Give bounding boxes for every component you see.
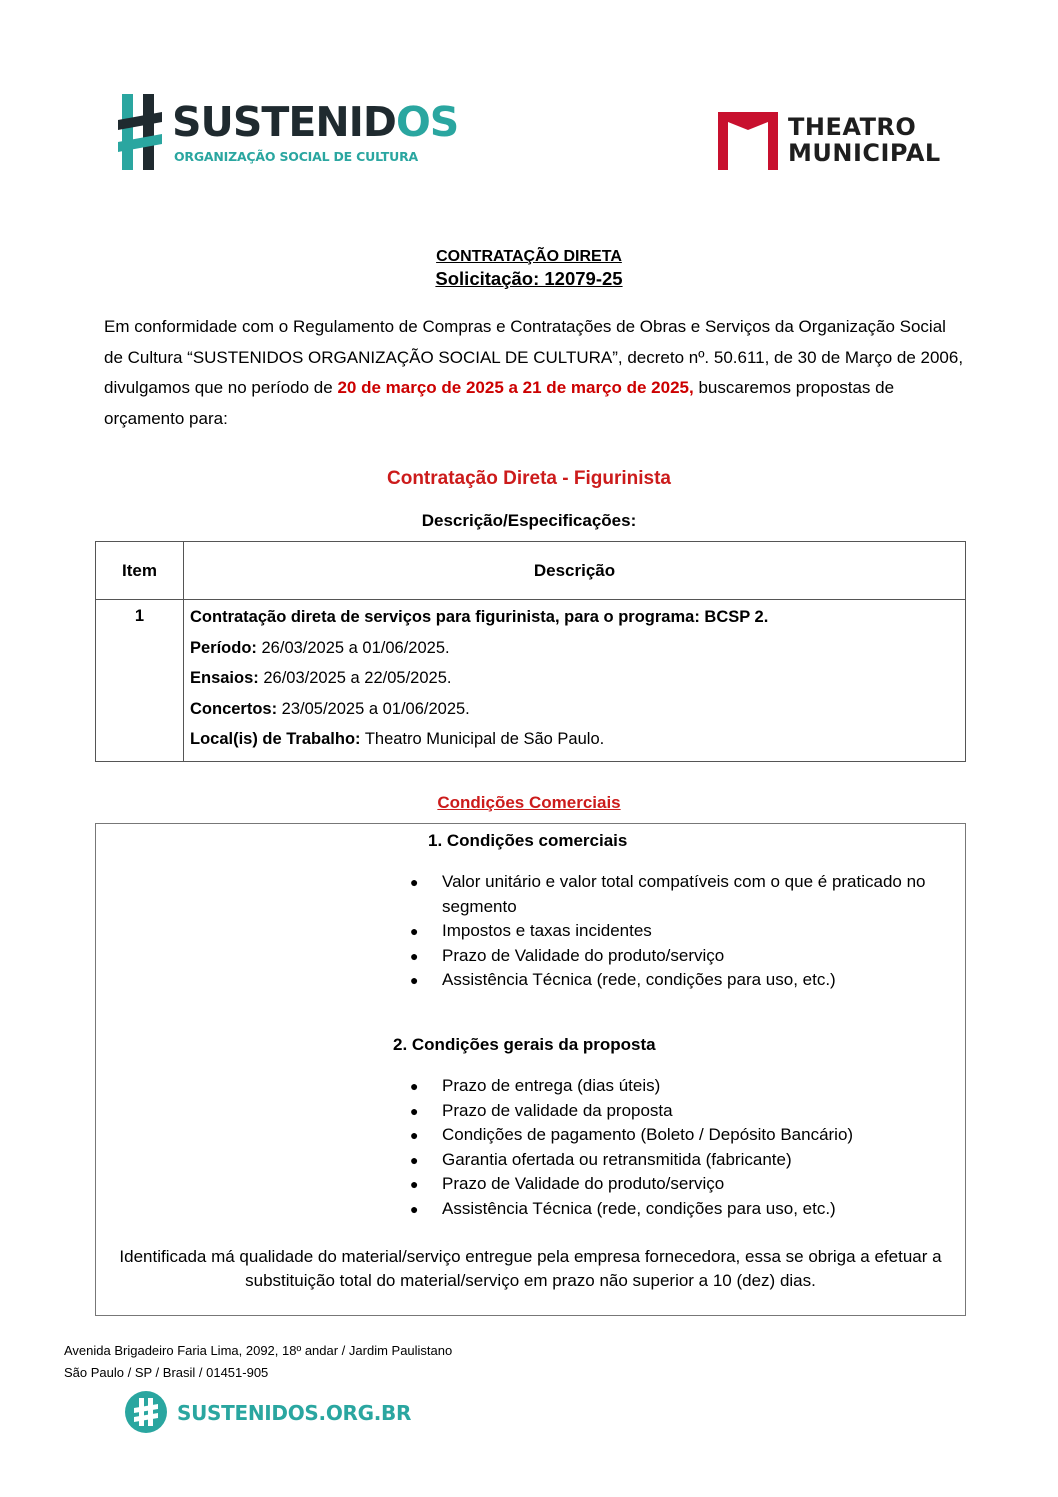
conditions-box bbox=[95, 823, 966, 1316]
bullet-icon: ● bbox=[410, 947, 419, 964]
list-item: ● Prazo de entrega (dias úteis) bbox=[408, 1074, 958, 1099]
sustenidos-logo bbox=[118, 94, 459, 172]
list-item: ● Prazo de Validade do produto/serviço bbox=[408, 944, 958, 969]
conditions-group1-heading: 1. Condições comerciais bbox=[428, 831, 628, 850]
row-field-periodo: Período: 26/03/2025 a 01/06/2025. bbox=[190, 638, 450, 657]
intro-text-after: buscaremos propostas de orçamento para: bbox=[104, 378, 895, 428]
theatro-logo-line2: MUNICIPAL bbox=[788, 139, 941, 167]
theatro-municipal-logo bbox=[716, 108, 956, 174]
list-item: ● Condições de pagamento (Boleto / Depósito Bancário) bbox=[408, 1123, 958, 1148]
row-item-number: 1 bbox=[96, 600, 184, 762]
conditions-group1-list bbox=[408, 870, 958, 993]
section-title: Contratação Direta - Figurinista bbox=[387, 468, 671, 489]
footer-logo bbox=[125, 1391, 412, 1437]
list-item: ● Prazo de Validade do produto/serviço bbox=[408, 1172, 958, 1197]
website-link[interactable]: SUSTENIDOS.ORG.BR bbox=[177, 1401, 412, 1425]
header-description: Descrição bbox=[184, 542, 966, 600]
sustenidos-hash-icon bbox=[118, 94, 162, 170]
row-main-description: Contratação direta de serviços para figurinista, para o programa: BCSP 2. bbox=[190, 608, 769, 626]
bullet-icon: ● bbox=[410, 1176, 419, 1192]
footer-address-line2: São Paulo / SP / Brasil / 01451-905 bbox=[64, 1365, 269, 1380]
specification-table bbox=[95, 541, 966, 762]
footer-address-line1: Avenida Brigadeiro Faria Lima, 2092, 18º andar / Jardim Paulistano bbox=[64, 1343, 453, 1358]
theatro-arch-icon bbox=[716, 108, 780, 172]
list-item: ● Impostos e taxas incidentes bbox=[408, 919, 958, 944]
bullet-icon: ● bbox=[410, 972, 419, 988]
list-item: ● Assistência Técnica (rede, condições para uso, etc.) bbox=[408, 968, 958, 993]
list-item: ● Prazo de validade da proposta bbox=[408, 1099, 958, 1124]
header-item: Item bbox=[96, 542, 184, 600]
bullet-icon: ● bbox=[410, 1151, 419, 1168]
conditions-group2-heading: 2. Condições gerais da proposta bbox=[393, 1035, 656, 1054]
table-header-row bbox=[96, 542, 966, 600]
bullet-icon: ● bbox=[410, 1127, 419, 1143]
bullet-icon: ● bbox=[410, 874, 419, 890]
list-item: ● Garantia ofertada ou retransmitida (fabricante) bbox=[408, 1148, 958, 1173]
bullet-icon: ● bbox=[410, 1102, 419, 1119]
bullet-icon: ● bbox=[410, 923, 419, 939]
intro-text-before: Em conformidade com o Regulamento de Compras e Contratações de Obras e Serviços da Organização Social de Cultura “SUSTENIDOS ORGANIZAÇÃO SOCIAL DE CULTURA”, decreto nº. 50.611, de 30 de Março de 2006, divulgamos que no período de bbox=[104, 317, 964, 397]
table-row bbox=[96, 600, 966, 762]
sustenidos-logo-text-os: OS bbox=[395, 98, 459, 146]
sustenidos-logo-subtitle: ORGANIZAÇÃO SOCIAL DE CULTURA bbox=[174, 149, 418, 164]
sustenidos-logo-text: SUSTENID bbox=[172, 98, 396, 146]
solicitation-number: Solicitação: 12079-25 bbox=[435, 268, 623, 289]
list-item: ● Assistência Técnica (rede, condições para uso, etc.) bbox=[408, 1197, 958, 1222]
document-title: CONTRATAÇÃO DIRETA bbox=[436, 248, 622, 265]
conditions-note: Identificada má qualidade do material/serviço entregue pela empresa fornecedora, essa se obriga a efetuar a substituição total do material/serviço em prazo não superior a 10 (dez) dias. bbox=[119, 1247, 942, 1290]
hash-icon bbox=[125, 1391, 167, 1433]
sustenidos-circle-icon bbox=[125, 1391, 167, 1433]
conditions-title: Condições Comerciais bbox=[437, 793, 621, 812]
row-field-local: Local(is) de Trabalho: Theatro Municipal de São Paulo. bbox=[190, 730, 605, 748]
theatro-logo-line1: THEATRO bbox=[788, 113, 917, 141]
section-subtitle: Descrição/Especificações: bbox=[421, 511, 637, 530]
intro-paragraph bbox=[104, 312, 964, 434]
row-description bbox=[184, 600, 966, 762]
list-item: ● Valor unitário e valor total compatíveis com o que é praticado no segmento bbox=[410, 872, 926, 916]
bullet-icon: ● bbox=[410, 1200, 419, 1217]
row-field-concertos: Concertos: 23/05/2025 a 01/06/2025. bbox=[190, 699, 470, 718]
conditions-group2-list bbox=[408, 1074, 958, 1221]
row-field-ensaios: Ensaios: 26/03/2025 a 22/05/2025. bbox=[190, 669, 452, 687]
intro-period-highlight: 20 de março de 2025 a 21 de março de 2025, bbox=[337, 378, 694, 397]
bullet-icon: ● bbox=[410, 1078, 419, 1094]
